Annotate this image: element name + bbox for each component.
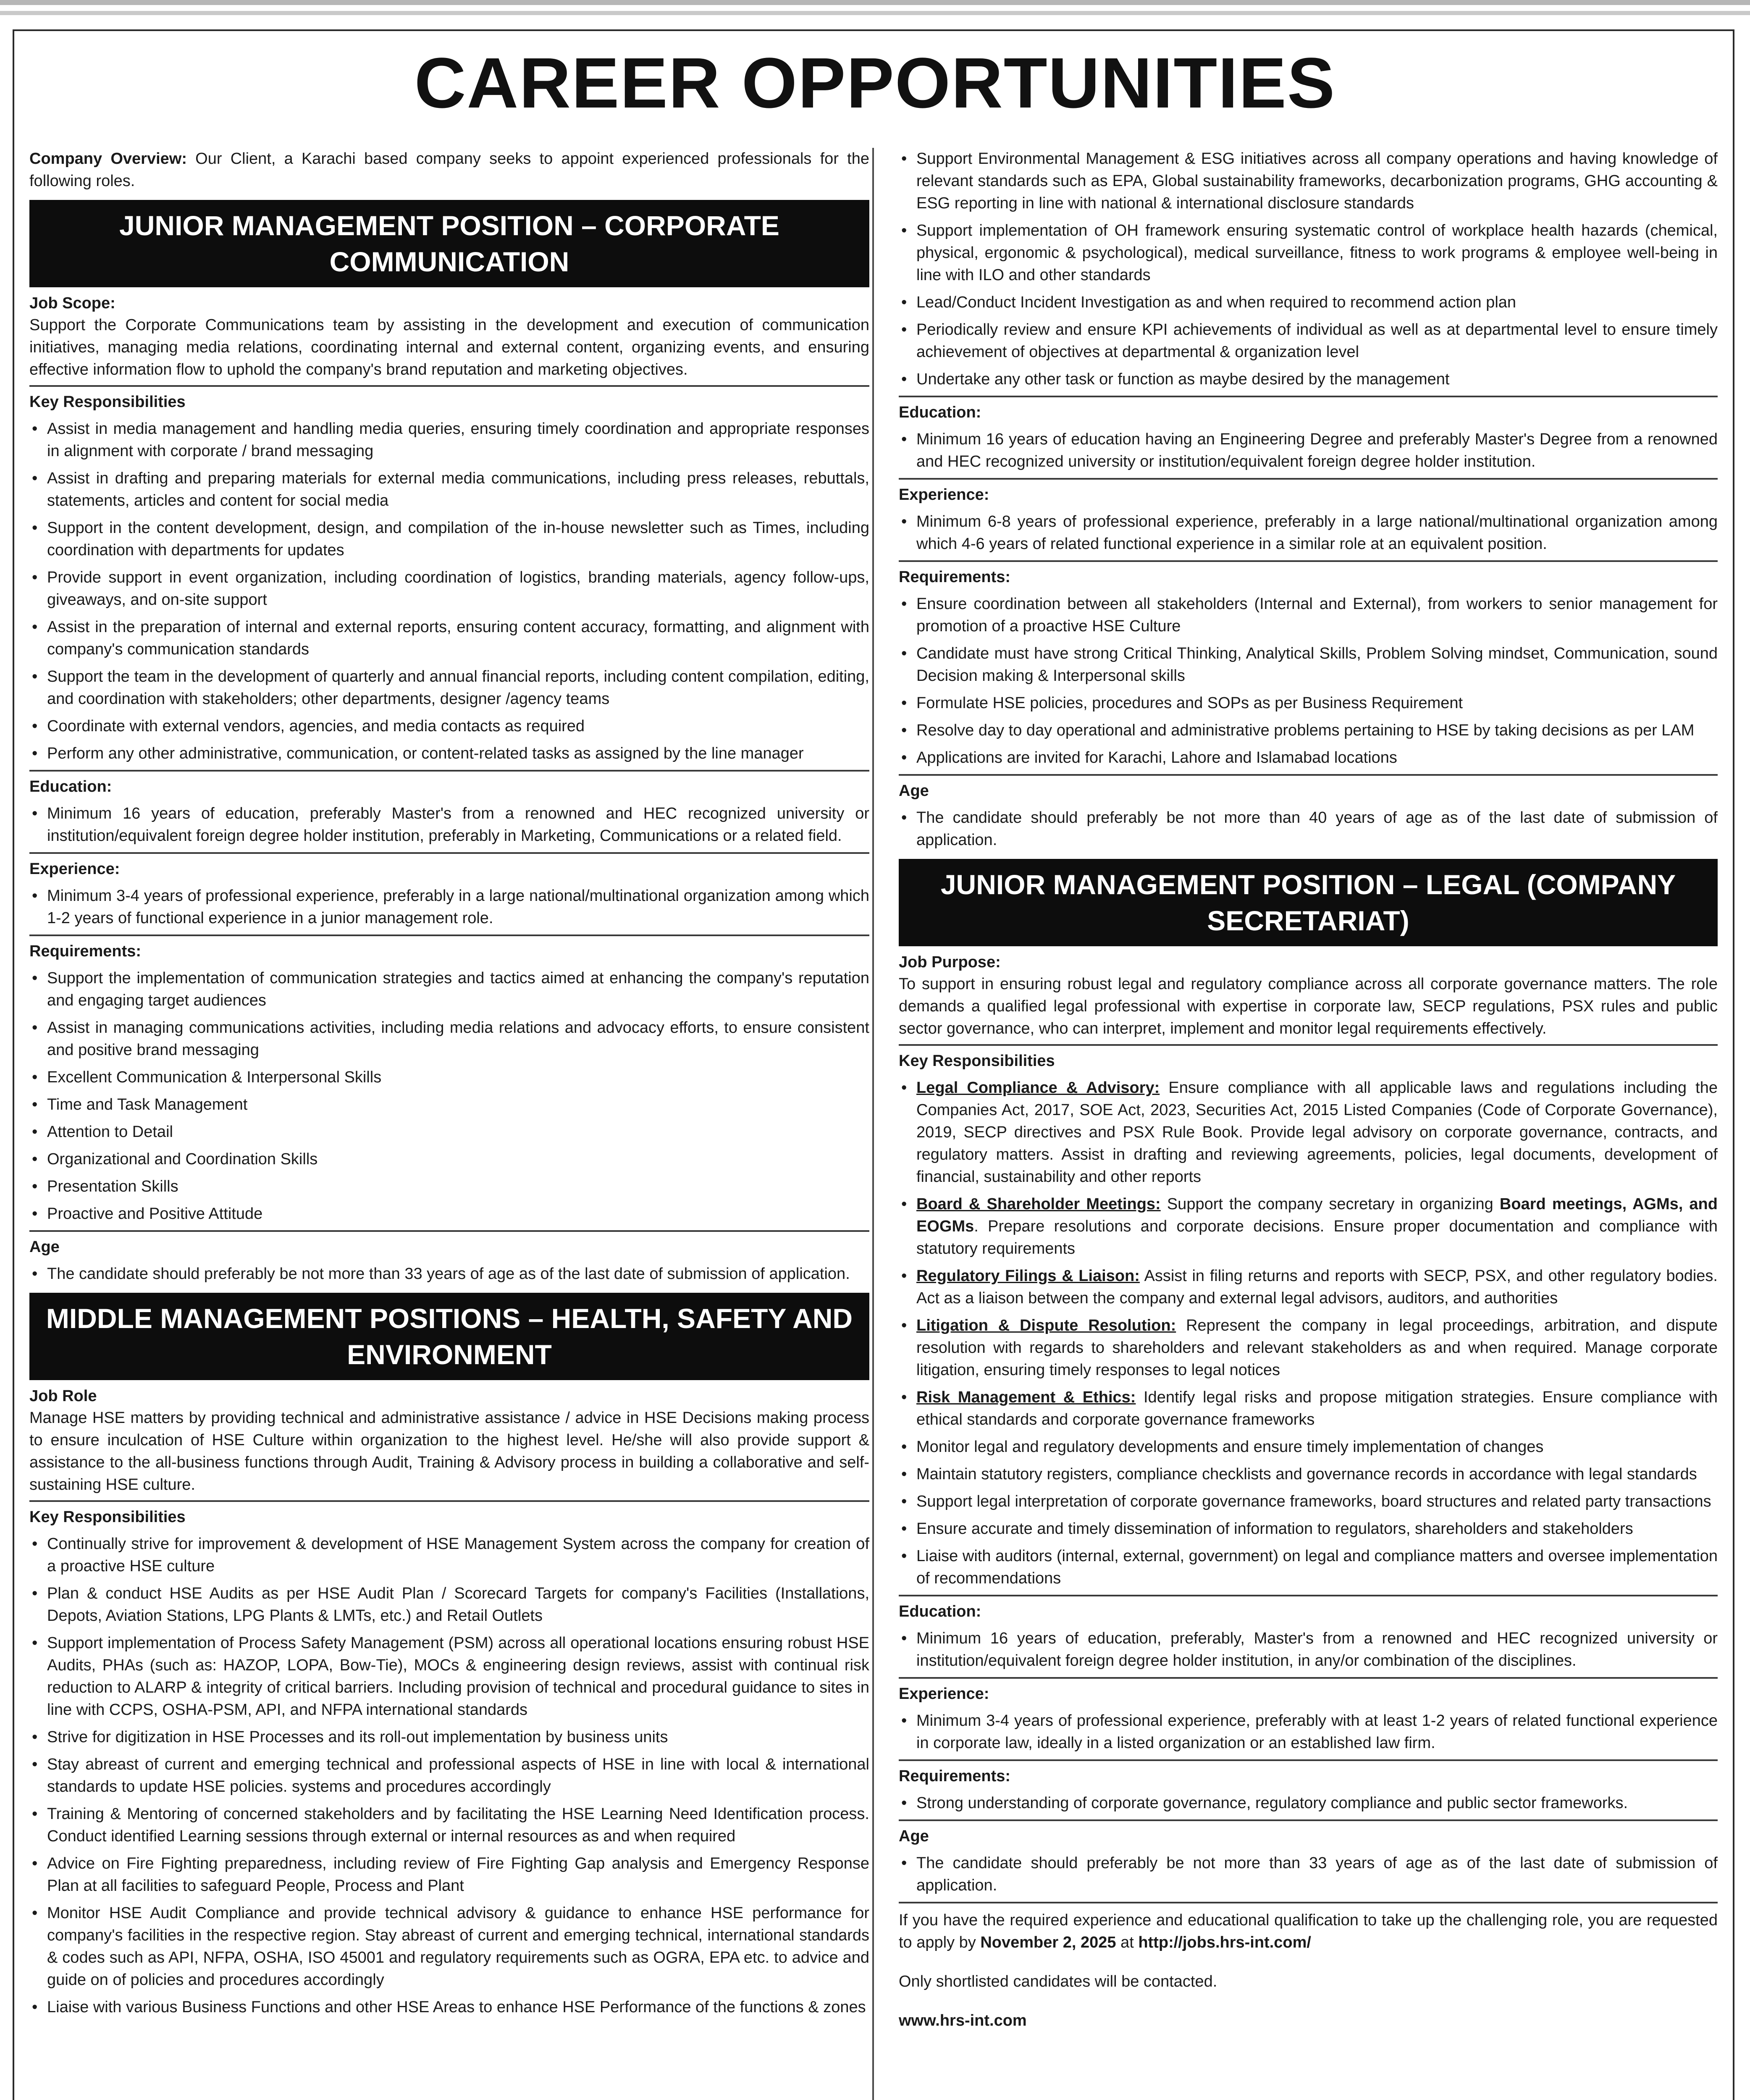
list-item: • Liaise with various Business Functions and other HSE Areas to enhance HSE Performance of the functions & zones [29, 1996, 869, 2019]
list-item: • Resolve day to day operational and administrative problems pertaining to HSE by taking decisions as per LAM [899, 719, 1718, 742]
list-item: • Strong understanding of corporate governance, regulatory compliance and public sector frameworks. [899, 1792, 1718, 1814]
legal-age-heading: Age [899, 1827, 929, 1845]
list-item: • Applications are invited for Karachi, Lahore and Islamabad locations [899, 747, 1718, 769]
list-item: • Support the implementation of communication strategies and tactics aimed at enhancing the company's reputation and engaging target audiences [29, 967, 869, 1012]
list-item: • Training & Mentoring of concerned stakeholders and by facilitating the HSE Learning Need Identification process. Conduct identified Learning sessions through external or internal resources as and when required [29, 1803, 869, 1848]
section-rule [899, 774, 1718, 776]
list-item: • Minimum 16 years of education having an Engineering Degree and preferably Master's Degree from a renowned and HEC recognized university or institution/equivalent foreign degree holder institution. [899, 428, 1718, 473]
list-item: • Lead/Conduct Incident Investigation as and when required to recommend action plan [899, 291, 1718, 314]
legal-resp-list [899, 1077, 1718, 1431]
list-item: • Minimum 3-4 years of professional experience, preferably in a large national/multinational organization among which 1-2 years of functional experience in a junior management role. [29, 885, 869, 929]
overview-label: Company Overview: [29, 150, 187, 168]
overview-text: Our Client, a Karachi based company seeks to appoint experienced professionals for the following roles. [29, 150, 869, 190]
column-divider [872, 148, 874, 2100]
section-rule [899, 1044, 1718, 1046]
list-item: • Proactive and Positive Attitude [29, 1203, 869, 1225]
list-item: • Stay abreast of current and emerging technical and professional aspects of HSE in line with local & international standards to update HSE policies. systems and procedures accordingly [29, 1754, 869, 1798]
list-item: • Periodically review and ensure KPI achievements of individual as well as at departmental level to ensure timely achievement of objectives at departmental & organization level [899, 319, 1718, 363]
section-rule [29, 770, 869, 772]
list-item: • Assist in drafting and preparing materials for external media communications, including press releases, rebuttals, statements, articles and content for social media [29, 467, 869, 512]
company-overview [29, 148, 869, 192]
list-item: • Minimum 16 years of education, preferably, Master's from a renowned and HEC recognized university or institution/equivalent foreign degree holder institution, in any/or combination of the disciplines. [899, 1628, 1718, 1672]
hse-req-heading: Requirements: [899, 568, 1011, 586]
list-item: • The candidate should preferably be not more than 33 years of age as of the last date of submission of application. [29, 1263, 869, 1285]
section-rule [899, 1819, 1718, 1821]
corp-age-heading: Age [29, 1238, 60, 1256]
litigation-text: Represent the company in legal proceedings, arbitration, and dispute resolution with regards to shareholders and relevant stakeholders as and when required. Manage corporate litigation, ensuring timely responses to legal notices [916, 1317, 1718, 1379]
legal-edu-list [899, 1628, 1718, 1672]
list-item: • Perform any other administrative, communication, or content-related tasks as assigned by the line manager [29, 743, 869, 765]
list-item: • Support implementation of Process Safety Management (PSM) across all operational locations ensuring robust HSE Audits, PHAs (such as: HAZOP, LOPA, Bow-Tie), MOCs & engineering design reviews, assist with continual risk reduction to ALARP & integrity of critical barriers. Including provision of technical and procedural guidance to sites in line with CCPS, OSHA-PSM, API, and NFPA international standards [29, 1632, 869, 1721]
section-rule [29, 852, 869, 854]
apply-deadline: November 2, 2025 [980, 1934, 1116, 1951]
board-meetings-label: Board & Shareholder Meetings: [916, 1195, 1161, 1213]
page-title: CAREER OPPORTUNITIES [414, 43, 1336, 123]
list-item: • Support Environmental Management & ESG initiatives across all company operations and having knowledge of relevant standards such as EPA, Global sustainability frameworks, decarbonization programs, GHG accounting & ESG reporting in line with national & international disclosure standards [899, 148, 1718, 215]
list-item [899, 1386, 1718, 1431]
list-item: • Continually strive for improvement & development of HSE Management System across the company for creation of a proactive HSE culture [29, 1533, 869, 1578]
hse-resp-list-right [899, 148, 1718, 391]
board-meetings-bold: Board meetings, AGMs, and EOGMs [916, 1195, 1718, 1235]
legal-age-list [899, 1852, 1718, 1897]
list-item: • Undertake any other task or function as maybe desired by the management [899, 368, 1718, 391]
board-meetings-text: Support the company secretary in organizing [1160, 1195, 1500, 1213]
apply-instructions [899, 1909, 1718, 1954]
list-item: • Ensure coordination between all stakeholders (Internal and External), from workers to senior management for promotion of a proactive HSE Culture [899, 593, 1718, 638]
legal-compliance-text: Ensure compliance with all applicable laws and regulations including the Companies Act, 2017, SOE Act, 2023, Securities Act, 2015 Listed Companies (Code of Corporate Governance), 2019, SECP directives and PSX Rule Book. Provide legal advisory on corporate governance, contracts, and regulatory matters. Assist in drafting and reviewing agreements, policies, legal documents, development of financial, sustainability and other reports [916, 1079, 1718, 1186]
section-rule [899, 1595, 1718, 1596]
hse-resp-list-left [29, 1533, 869, 2019]
list-item: • Ensure accurate and timely dissemination of information to regulators, shareholders and stakeholders [899, 1518, 1718, 1540]
apply-text-2: at [1116, 1934, 1139, 1951]
list-item [899, 1315, 1718, 1381]
corp-edu-heading: Education: [29, 778, 112, 795]
top-rule [0, 0, 1750, 5]
legal-req-heading: Requirements: [899, 1767, 1011, 1785]
left-column [29, 148, 869, 2024]
hse-edu-heading: Education: [899, 404, 981, 421]
hse-exp-list [899, 511, 1718, 555]
list-item: • Formulate HSE policies, procedures and SOPs as per Business Requirement [899, 692, 1718, 714]
apply-link[interactable]: http://jobs.hrs-int.com/ [1138, 1934, 1311, 1951]
right-column [899, 148, 1718, 2032]
list-item: • Coordinate with external vendors, agencies, and media contacts as required [29, 715, 869, 738]
list-item: • Support implementation of OH framework ensuring systematic control of workplace health hazards (chemical, physical, ergonomic & psychological), medical surveillance, fitness to work programs & employee well-being in line with ILO and other standards [899, 220, 1718, 286]
list-item: • Maintain statutory registers, compliance checklists and governance records in accordance with legal standards [899, 1463, 1718, 1486]
hse-role-heading: Job Role [29, 1387, 97, 1405]
corp-exp-heading: Experience: [29, 860, 120, 878]
hse-req-list [899, 593, 1718, 769]
corp-edu-list [29, 803, 869, 847]
corp-comm-banner: JUNIOR MANAGEMENT POSITION – CORPORATE COMMUNICATION [29, 200, 869, 287]
hse-role-text: Manage HSE matters by providing technical and administrative assistance / advice in HSE Decisions making process to ensure inculcation of HSE Culture within organization to the highest level. He/she will also provide support & assistance to the all-business functions through Audit, Training & Advisory process in building a collaborative and self-sustaining HSE culture. [29, 1409, 869, 1494]
list-item: • Strive for digitization in HSE Processes and its roll-out implementation by business units [29, 1726, 869, 1748]
hse-exp-heading: Experience: [899, 486, 989, 504]
hse-age-list [899, 807, 1718, 851]
list-item: • Provide support in event organization, including coordination of logistics, branding materials, agency follow-ups, giveaways, and on-site support [29, 567, 869, 611]
legal-compliance-label: Legal Compliance & Advisory: [916, 1079, 1160, 1097]
corp-exp-list [29, 885, 869, 929]
list-item: • Excellent Communication & Interpersonal Skills [29, 1066, 869, 1089]
list-item: • Minimum 3-4 years of professional experience, preferably with at least 1-2 years of related functional experience in corporate law, ideally in a listed organization or an established law firm. [899, 1710, 1718, 1754]
list-item [899, 1265, 1718, 1310]
section-rule [899, 1902, 1718, 1903]
list-item: • Assist in the preparation of internal and external reports, ensuring content accuracy, formatting, and alignment with company's communication standards [29, 616, 869, 661]
section-rule [899, 1759, 1718, 1761]
legal-resp-heading: Key Responsibilities [899, 1052, 1055, 1070]
regulatory-filings-label: Regulatory Filings & Liaison: [916, 1267, 1140, 1285]
regulatory-filings-text: Assist in filing returns and reports with SECP, PSX, and other regulatory bodies. Act as a liaison between the company and external legal advisors, auditors, and authorities [916, 1267, 1718, 1307]
corp-resp-heading: Key Responsibilities [29, 393, 186, 411]
list-item: • Monitor HSE Audit Compliance and provide technical advisory & guidance to enhance HSE performance for company's facilities in the respective region. Stay abreast of current and emerging technical, international standards & codes such as API, NFPA, OSHA, ISO 45001 and regulatory requirements such as OGRA, EPA etc. to advice and guide on of policies and procedures accordingly [29, 1902, 869, 1991]
litigation-label: Litigation & Dispute Resolution: [916, 1317, 1176, 1334]
list-item: • Support in the content development, design, and compilation of the in-house newsletter such as Times, including coordination with departments for updates [29, 517, 869, 562]
corp-age-list [29, 1263, 869, 1285]
list-item: • The candidate should preferably be not more than 33 years of age as of the last date of submission of application. [899, 1852, 1718, 1897]
corp-req-list [29, 967, 869, 1225]
list-item: • Presentation Skills [29, 1176, 869, 1198]
corp-scope-text: Support the Corporate Communications team by assisting in the development and execution of communication initiatives, managing media relations, coordinating internal and external content, organizing events, and ensuring effective information flow to uphold the company's brand reputation and marketing objectives. [29, 316, 869, 378]
section-rule [899, 396, 1718, 397]
legal-purpose-heading: Job Purpose: [899, 953, 1001, 971]
risk-management-text: Identify legal risks and propose mitigation strategies. Ensure compliance with ethical standards and corporate governance frameworks [916, 1389, 1718, 1428]
section-rule [899, 560, 1718, 562]
section-rule [899, 478, 1718, 480]
corp-scope-heading: Job Scope: [29, 294, 115, 312]
list-item: • Liaise with auditors (internal, external, government) on legal and compliance matters and oversee implementation of recommendations [899, 1545, 1718, 1590]
list-item: • Candidate must have strong Critical Thinking, Analytical Skills, Problem Solving mindset, Communication, sound Decision making & Interpersonal skills [899, 643, 1718, 687]
list-item: • Minimum 16 years of education, preferably Master's from a renowned and HEC recognized university or institution/equivalent foreign degree holder institution, preferably in Marketing, Communications or a related field. [29, 803, 869, 847]
legal-edu-heading: Education: [899, 1603, 981, 1620]
legal-resp-list-more [899, 1436, 1718, 1590]
list-item: • Organizational and Coordination Skills [29, 1148, 869, 1171]
risk-management-label: Risk Management & Ethics: [916, 1389, 1136, 1406]
legal-exp-heading: Experience: [899, 1685, 989, 1703]
list-item: • Assist in media management and handling media queries, ensuring timely coordination and appropriate responses in alignment with corporate / brand messaging [29, 418, 869, 462]
shortlist-note: Only shortlisted candidates will be contacted. [899, 1973, 1217, 1990]
list-item: • The candidate should preferably be not more than 40 years of age as of the last date of submission of application. [899, 807, 1718, 851]
corp-req-heading: Requirements: [29, 942, 142, 960]
list-item: • Plan & conduct HSE Audits as per HSE Audit Plan / Scorecard Targets for company's Facilities (Installations, Depots, Aviation Stations, LPG Plants & LMTs, etc.) and Retail Outlets [29, 1583, 869, 1627]
corp-resp-list [29, 418, 869, 765]
website-link[interactable]: www.hrs-int.com [899, 2012, 1027, 2029]
section-rule [29, 934, 869, 936]
hse-age-heading: Age [899, 782, 929, 800]
legal-exp-list [899, 1710, 1718, 1754]
section-rule [29, 1500, 869, 1502]
legal-purpose-text: To support in ensuring robust legal and regulatory compliance across all corporate governance matters. The role demands a qualified legal professional with expertise in corporate law, SECP regulations, PSX rules and public sector governance, who can interpret, implement and monitor legal requirements effectively. [899, 975, 1718, 1037]
hse-banner: MIDDLE MANAGEMENT POSITIONS – HEALTH, SAFETY AND ENVIRONMENT [29, 1293, 869, 1380]
list-item: • Monitor legal and regulatory developments and ensure timely implementation of changes [899, 1436, 1718, 1458]
list-item: • Time and Task Management [29, 1094, 869, 1116]
list-item [899, 1077, 1718, 1188]
legal-req-list [899, 1792, 1718, 1814]
hse-resp-heading: Key Responsibilities [29, 1508, 186, 1526]
apply-text-1: If you have the required experience and educational qualification to take up the challenging role, you are requested to apply by [899, 1911, 1718, 1951]
hse-edu-list [899, 428, 1718, 473]
top-rule-secondary [0, 11, 1750, 15]
list-item: • Support legal interpretation of corporate governance frameworks, board structures and related party transactions [899, 1491, 1718, 1513]
section-rule [29, 385, 869, 387]
list-item: • Support the team in the development of quarterly and annual financial reports, including content compilation, editing, and coordination with stakeholders; other departments, designer /agency teams [29, 666, 869, 710]
list-item: • Minimum 6-8 years of professional experience, preferably in a large national/multinational organization among which 4-6 years of related functional experience in a similar role at an equivalent position. [899, 511, 1718, 555]
list-item [899, 1193, 1718, 1260]
list-item: • Attention to Detail [29, 1121, 869, 1143]
section-rule [899, 1677, 1718, 1679]
list-item: • Assist in managing communications activities, including media relations and advocacy efforts, to ensure consistent and positive brand messaging [29, 1017, 869, 1061]
board-meetings-text-2: . Prepare resolutions and corporate decisions. Ensure proper documentation and compliance with statutory requirements [916, 1218, 1718, 1257]
legal-banner: JUNIOR MANAGEMENT POSITION – LEGAL (COMPANY SECRETARIAT) [899, 859, 1718, 946]
list-item: • Advice on Fire Fighting preparedness, including review of Fire Fighting Gap analysis and Emergency Response Plan at all facilities to safeguard People, Process and Plant [29, 1853, 869, 1897]
section-rule [29, 1230, 869, 1232]
